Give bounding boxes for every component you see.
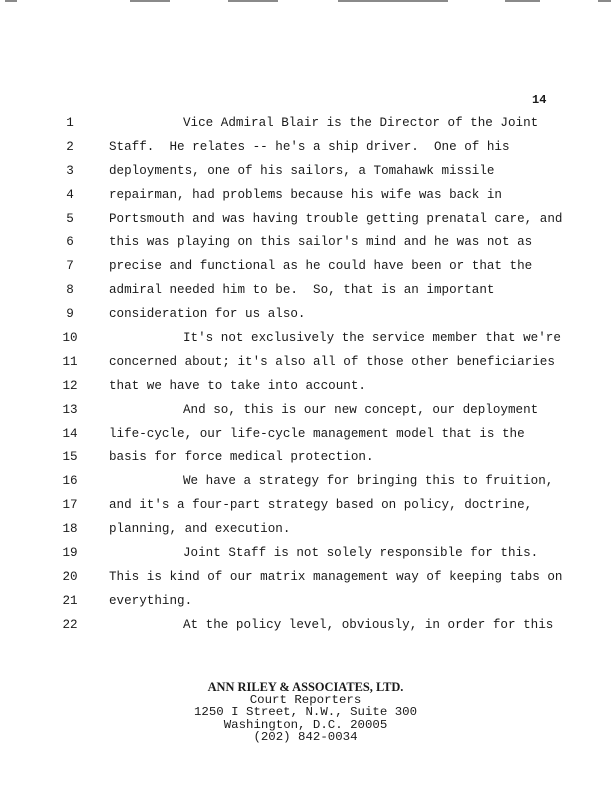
transcript-line (0, 212, 611, 236)
line-text: admiral needed him to be. So, that is an important (109, 283, 495, 298)
transcript-line (0, 331, 611, 355)
transcript-line (0, 188, 611, 212)
transcript-line (0, 283, 611, 307)
line-number: 5 (66, 211, 74, 226)
transcript-line (0, 546, 611, 570)
line-text: We have a strategy for bringing this to fruition, (183, 474, 554, 489)
page-number: 14 (532, 93, 547, 107)
scan-mark (338, 0, 448, 2)
footer-title: Court Reporters (249, 692, 362, 707)
transcript-line (0, 570, 611, 594)
footer (0, 681, 611, 744)
scan-mark (130, 0, 170, 2)
line-number: 18 (62, 522, 78, 537)
transcript-line (0, 474, 611, 498)
line-number: 11 (62, 354, 78, 369)
footer-firm: ANN RILEY & ASSOCIATES, LTD. (207, 680, 404, 694)
transcript-line (0, 307, 611, 331)
line-number: 20 (62, 569, 78, 584)
transcript-line (0, 164, 611, 188)
footer-address: 1250 I Street, N.W., Suite 300 (193, 705, 418, 720)
line-text: Vice Admiral Blair is the Director of the Joint (183, 116, 539, 130)
line-text: deployments, one of his sailors, a Tomahawk missile (109, 163, 495, 178)
scan-mark (228, 0, 278, 2)
transcript-line (0, 235, 611, 259)
line-text: that we have to take into account. (109, 378, 366, 393)
line-number: 19 (62, 546, 78, 561)
line-text: Staff. He relates -- he's a ship driver. One of his (109, 139, 510, 154)
line-number: 16 (62, 474, 78, 489)
transcript-line (0, 116, 611, 140)
transcript-line (0, 618, 611, 642)
transcript-line (0, 594, 611, 618)
line-text: precise and functional as he could have been or that the (109, 259, 533, 274)
line-number: 22 (62, 617, 78, 632)
transcript-line (0, 427, 611, 451)
line-number: 21 (62, 593, 78, 608)
line-text: life-cycle, our life-cycle management model that is the (109, 426, 525, 441)
line-text: Portsmouth and was having trouble getting prenatal care, and (109, 211, 563, 226)
line-text: basis for force medical protection. (109, 450, 374, 465)
transcript-line (0, 522, 611, 546)
line-number: 12 (62, 378, 78, 393)
transcript-line (0, 450, 611, 474)
line-text: It's not exclusively the service member that we're (183, 331, 561, 346)
scan-mark (598, 0, 611, 2)
footer-city: Washington, D.C. 20005 (223, 717, 388, 732)
line-number: 7 (66, 259, 74, 274)
scan-mark (5, 0, 17, 2)
transcript-line (0, 259, 611, 283)
line-number: 1 (66, 116, 74, 130)
line-text: And so, this is our new concept, our deployment (183, 402, 539, 417)
line-number: 2 (66, 139, 74, 154)
line-text: Joint Staff is not solely responsible for this. (183, 546, 539, 561)
transcript-line (0, 355, 611, 379)
line-number: 15 (62, 450, 78, 465)
line-number: 6 (66, 235, 74, 250)
transcript-line (0, 379, 611, 403)
line-number: 13 (62, 402, 78, 417)
footer-phone: (202) 842-0034 (253, 730, 358, 745)
line-number: 10 (62, 331, 78, 346)
transcript-body (0, 116, 611, 642)
transcript-line (0, 403, 611, 427)
line-text: At the policy level, obviously, in order for this (183, 617, 554, 632)
line-text: this was playing on this sailor's mind and he was not as (109, 235, 533, 250)
line-text: repairman, had problems because his wife was back in (109, 187, 502, 202)
line-number: 8 (66, 283, 74, 298)
line-number: 4 (66, 187, 74, 202)
line-number: 9 (66, 307, 74, 322)
line-text: concerned about; it's also all of those other beneficiaries (109, 354, 555, 369)
line-number: 17 (62, 498, 78, 513)
line-text: This is kind of our matrix management way of keeping tabs on (109, 569, 563, 584)
transcript-line (0, 498, 611, 522)
scan-mark (505, 0, 540, 2)
line-number: 14 (62, 426, 78, 441)
line-text: planning, and execution. (109, 522, 291, 537)
transcript-line (0, 140, 611, 164)
line-text: everything. (109, 593, 193, 608)
line-text: and it's a four-part strategy based on policy, doctrine, (109, 498, 533, 513)
line-text: consideration for us also. (109, 307, 306, 322)
line-number: 3 (66, 163, 74, 178)
